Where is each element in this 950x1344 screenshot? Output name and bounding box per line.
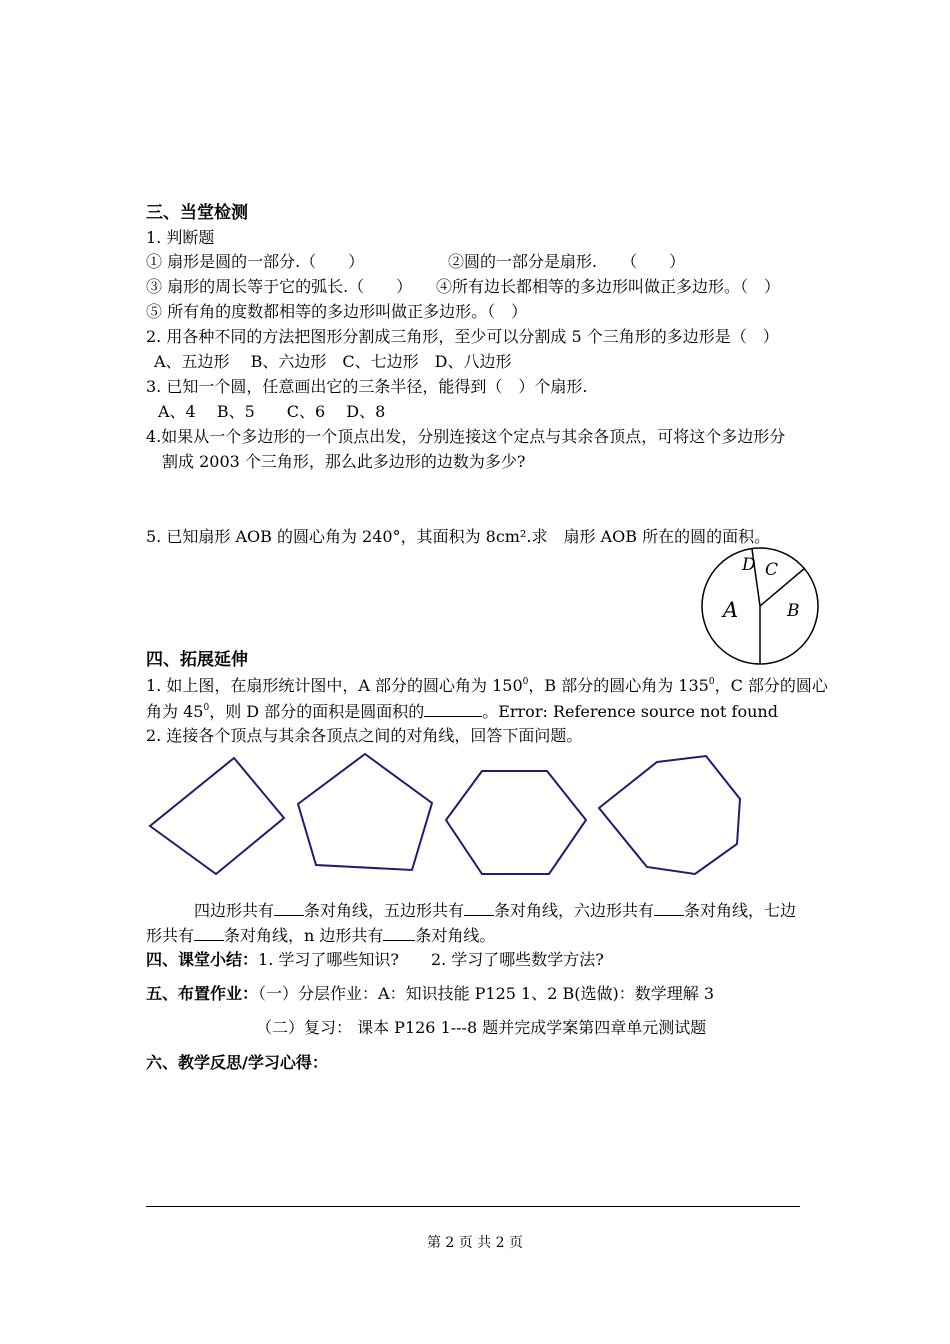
answer-blank-hexagon[interactable] xyxy=(654,899,684,916)
polygons-figure xyxy=(0,740,950,880)
summary-label: 四、课堂小结： xyxy=(146,950,259,969)
diag-text-5: 形共有 xyxy=(146,926,195,945)
heptagon-shape xyxy=(599,756,740,874)
answer-blank-pentagon[interactable] xyxy=(464,899,494,916)
page-footer: 第 2 页 共 2 页 xyxy=(426,1235,524,1251)
section3-title: 三、当堂检测 xyxy=(146,203,248,223)
diagonal-line-1 xyxy=(194,899,796,922)
s4-q1-line-2 xyxy=(146,700,778,723)
pie-label-a: A xyxy=(723,598,739,622)
pie-label-c: C xyxy=(765,560,779,580)
s4-q1-l2-c: 。Error: Reference source not found xyxy=(482,702,778,721)
s4-q1-l1-sup1: 0 xyxy=(522,677,529,687)
pie-label-d: D xyxy=(742,555,756,575)
reflection-label: 六、教学反思/学习心得： xyxy=(146,1053,328,1072)
q2-text: 2. 用各种不同的方法把图形分割成三角形，至少可以分割成 5 个三角形的多边形是（ ） xyxy=(146,327,779,346)
q3-text: 3. 已知一个圆，任意画出它的三条半径，能得到（ ）个扇形. xyxy=(146,377,588,396)
homework-line-2: （二）复习： 课本 P126 1---8 题并完成学案第四章单元测试题 xyxy=(256,1018,707,1037)
q1-item-2: ②圆的一部分是扇形. （ ） xyxy=(448,252,686,271)
s4-q1-l1-b: ，B 部分的圆心角为 135 xyxy=(528,676,709,695)
pie-diagram xyxy=(694,546,826,666)
summary-line xyxy=(146,949,604,971)
s4-q1-l1-a: 1. 如上图，在扇形统计图中，A 部分的圆心角为 150 xyxy=(146,676,523,695)
s4-q1-l2-sup: 0 xyxy=(203,703,210,713)
q1-title: 1. 判断题 xyxy=(146,228,215,247)
summary-text: 1. 学习了哪些知识? 2. 学习了哪些数学方法? xyxy=(258,950,604,969)
diag-text-1: 四边形共有 xyxy=(194,901,275,920)
pentagon-shape xyxy=(298,754,432,870)
q1-item-1: ① 扇形是圆的一部分.（ ） xyxy=(146,252,365,271)
answer-blank-quadrilateral[interactable] xyxy=(274,899,304,916)
s4-q1-line-1 xyxy=(146,675,828,697)
pie-label-b: B xyxy=(787,601,800,621)
q4-line-2: 割成 2003 个三角形，那么此多边形的边数为多少? xyxy=(162,452,526,471)
answer-blank-d-area[interactable] xyxy=(424,700,482,717)
s4-q1-l1-sup2: 0 xyxy=(708,677,715,687)
q5-text: 5. 已知扇形 AOB 的圆心角为 240°，其面积为 8cm².求 扇形 AOB 所在的圆的面积。 xyxy=(146,527,771,546)
homework-line-1 xyxy=(146,983,714,1005)
q2-options: A、五边形 B、六边形 C、七边形 D、八边形 xyxy=(154,352,512,371)
s4-q1-l2-a: 角为 45 xyxy=(146,702,204,721)
homework-label: 五、布置作业： xyxy=(146,984,259,1003)
answer-blank-heptagon[interactable] xyxy=(194,924,224,941)
diag-text-3: 条对角线，六边形共有 xyxy=(494,901,655,920)
homework-text-1: （一）分层作业：A：知识技能 P125 1、2 B(选做)：数学理解 3 xyxy=(258,984,715,1003)
diag-text-7: 条对角线。 xyxy=(415,926,496,945)
s4-q2-text: 2. 连接各个顶点与其余各顶点之间的对角线，回答下面问题。 xyxy=(146,726,583,745)
diag-text-2: 条对角线，五边形共有 xyxy=(304,901,465,920)
diag-text-4: 条对角线，七边 xyxy=(684,901,797,920)
quadrilateral-shape xyxy=(150,758,284,874)
q3-options: A、4 B、5 C、6 D、8 xyxy=(158,402,386,421)
q1-item-5: ⑤ 所有角的度数都相等的多边形叫做正多边形。（ ） xyxy=(146,302,528,321)
hexagon-shape xyxy=(446,771,586,874)
s4-q1-l1-c: ，C 部分的圆心 xyxy=(714,676,828,695)
answer-blank-n-gon[interactable] xyxy=(383,924,415,941)
footer-rule xyxy=(146,1206,800,1207)
q1-item-4: ④所有边长都相等的多边形叫做正多边形。（ ） xyxy=(436,277,781,296)
diag-text-6: 条对角线，n 边形共有 xyxy=(224,926,384,945)
q1-item-3: ③ 扇形的周长等于它的弧长.（ ） xyxy=(146,277,413,296)
section4-title: 四、拓展延伸 xyxy=(146,650,248,670)
diagonal-line-2 xyxy=(146,924,495,947)
q4-line-1: 4.如果从一个多边形的一个顶点出发，分别连接这个定点与其余各顶点，可将这个多边形分 xyxy=(146,427,786,446)
s4-q1-l2-b: ，则 D 部分的面积是圆面积的 xyxy=(209,702,425,721)
